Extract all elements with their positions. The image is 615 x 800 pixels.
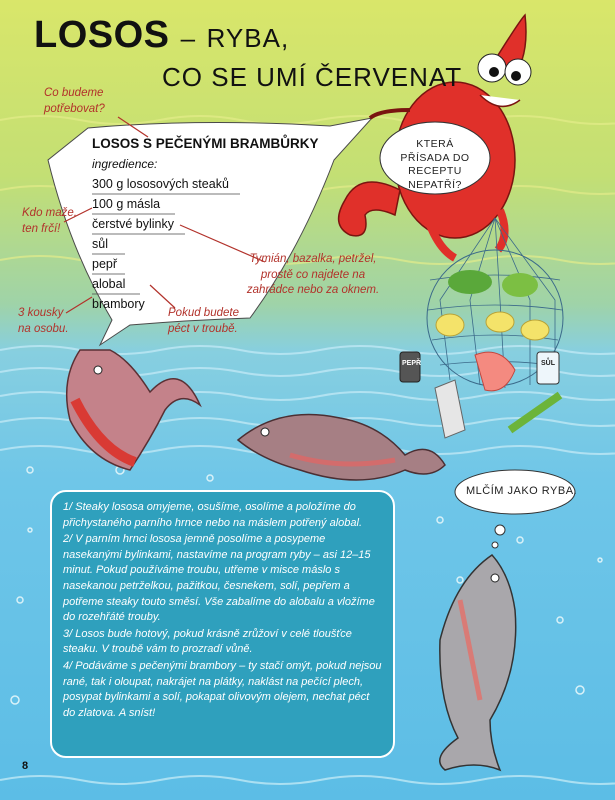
page-number: 8 [22, 760, 29, 772]
note-pokud-budete: Pokud budete péct v troubě. [168, 307, 239, 335]
pepper-label: PEPŘ [402, 360, 422, 367]
ingredient-item: sůl [92, 237, 108, 251]
salt-label: SŮL [541, 360, 555, 367]
note-tymian: Tymián, bazalka, petržel, prostě co najdete na zahrádce nebo za oknem. [246, 253, 380, 297]
page-title [34, 14, 289, 57]
question-bubble-text: KTERÁ PŘÍSADA DO RECEPTU NEPATŘÍ? [400, 138, 470, 191]
ingredient-item: 100 g másla [92, 197, 161, 211]
ingredient-net [400, 218, 563, 438]
recipe-title: LOSOS S PEČENÝMI BRAMBŮRKY [92, 136, 319, 151]
instruction-step: 4/ Podáváme s pečenými brambory – ty stačí omýt, pokud nejsou rané, tak i oloupat, nakrájet na plátky, naklást na pečící plech, posypat bylinkami a solí, pokapat olivovým olejem, nechat péct do zlatova. A sníst! [63, 660, 382, 719]
title-main-word: LOSOS [34, 14, 170, 56]
title-line2: CO SE UMÍ ČERVENAT [162, 62, 463, 92]
ingredient-item: pepř [92, 257, 118, 271]
note-co-budeme: Co budeme potřebovat? [44, 87, 105, 115]
silent-bubble-text: MLČÍM JAKO RYBA. [466, 485, 578, 497]
ingredient-item: brambory [92, 297, 145, 311]
note-tri-kousky: 3 kousky na osobu. [18, 307, 69, 335]
title-dash: – [180, 23, 196, 53]
instruction-step: 2/ V parním hrnci lososa jemně posolíme a posypeme nasekanými bylinkami, nastavíme na program ryby – asi 12–15 minut. Pokud používáme troubu, utřeme v misce máslo s nasekanou petrželkou, pažitkou, česnekem, solí, pepřem a potřeme steaky touto směsí. Vše zabalíme do alobalu a vložíme do rozehřáté trouby. [63, 533, 375, 624]
right-fish [440, 555, 516, 770]
instruction-step: 1/ Steaky lososa omyjeme, osušíme, osolíme a položíme do přichystaného parního hrnce nebo na máslem potřený alobal. [63, 501, 363, 529]
ingredient-item: alobal [92, 277, 126, 291]
title-rest: RYBA, [206, 23, 290, 53]
instructions-box [50, 490, 395, 758]
note-kdo-maze: Kdo maže, ten frčí! [22, 207, 77, 235]
ingredient-item: čerstvé bylinky [92, 217, 174, 231]
ingredients-label: ingredience: [92, 157, 158, 171]
ingredient-item: 300 g lososových steaků [92, 177, 229, 191]
instruction-step: 3/ Losos bude hotový, pokud krásně zrůžoví v celé tloušťce steaku. V troubě vám to prozradí vůně. [63, 627, 352, 656]
